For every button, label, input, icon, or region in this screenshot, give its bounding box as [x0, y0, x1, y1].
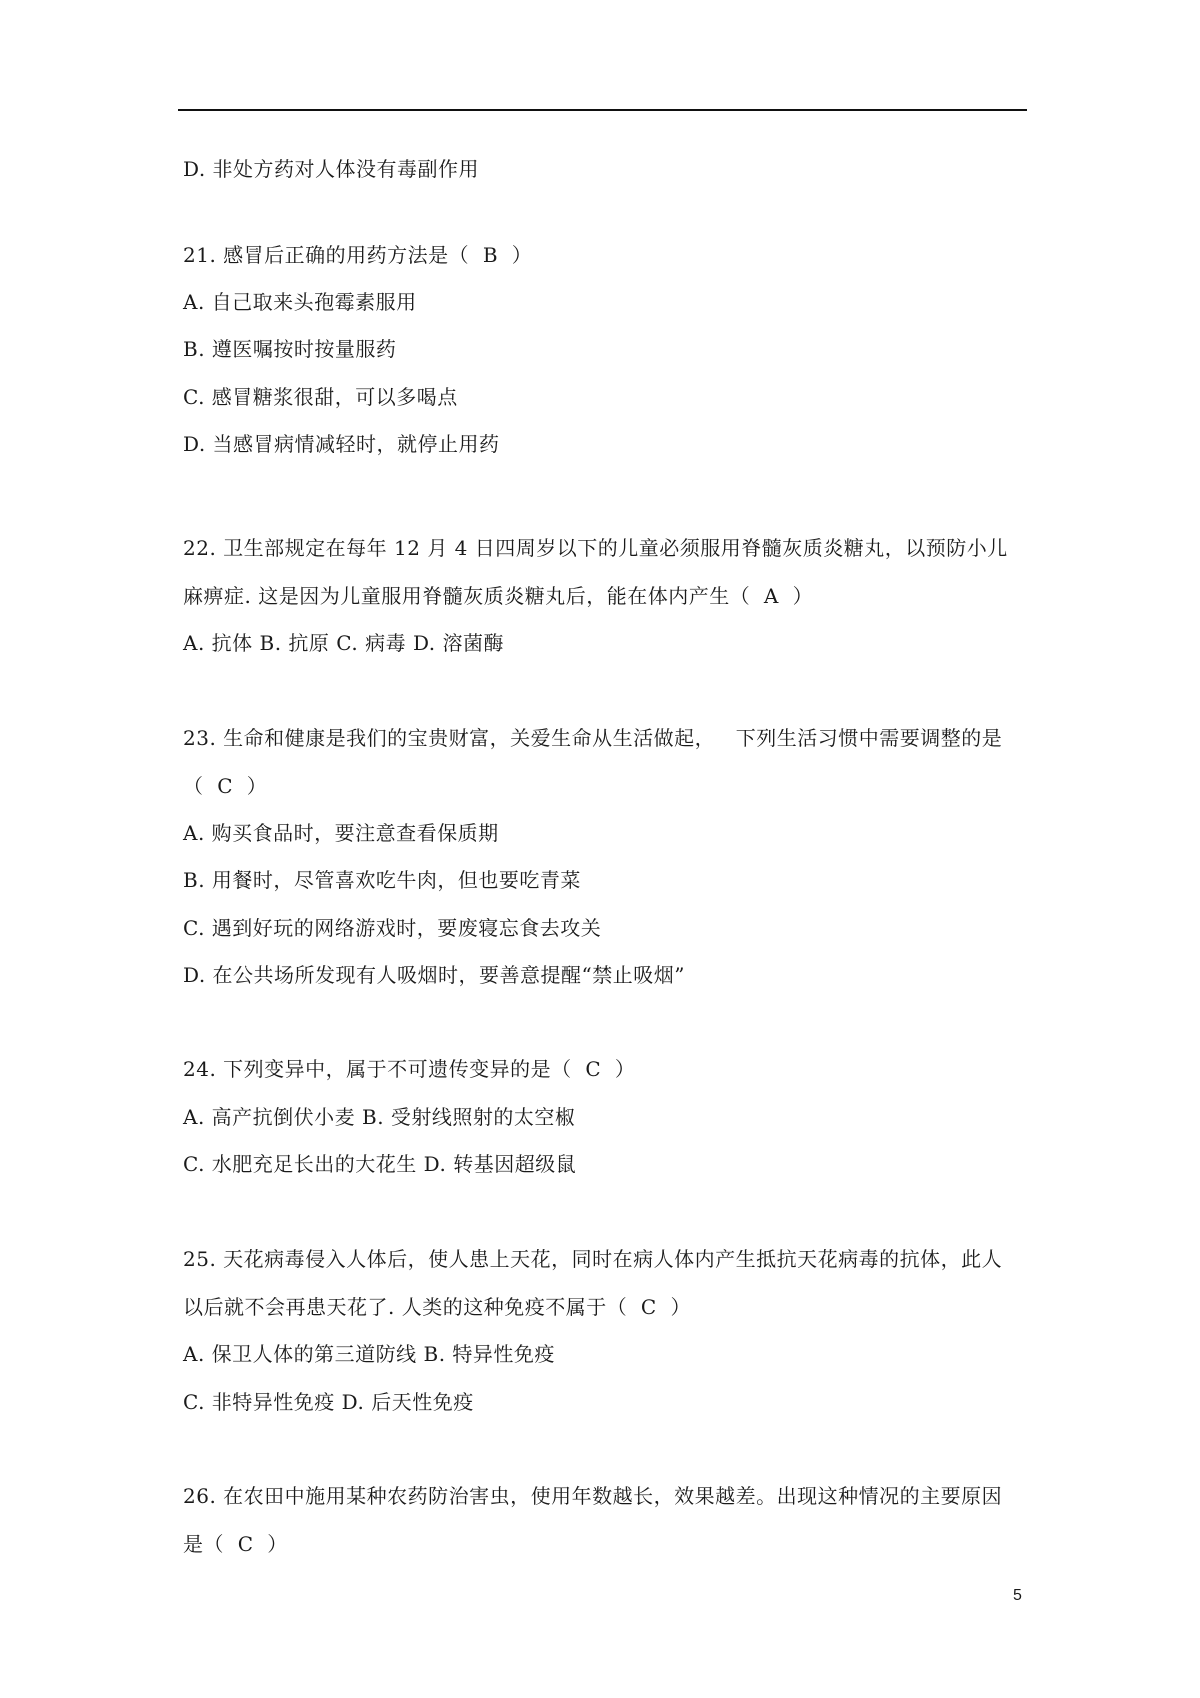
q20-option-d: D. 非处方药对人体没有毒副作用 — [183, 157, 480, 181]
q26-stem-line2: 是（ C ） — [183, 1532, 288, 1556]
q22-stem-line2: 麻痹症. 这是因为儿童服用脊髓灰质炎糖丸后，能在体内产生（ A ） — [183, 584, 814, 608]
q25-options-line2: C. 非特异性免疫 D. 后天性免疫 — [183, 1390, 474, 1414]
q22-stem-line1: 22. 卫生部规定在每年 12 月 4 日四周岁以下的儿童必须服用脊髓灰质炎糖丸，以预防小儿 — [183, 536, 1008, 560]
q23-option-b: B. 用餐时，尽管喜欢吃牛肉，但也要吃青菜 — [183, 868, 581, 892]
q23-stem-line2: （ C ） — [183, 774, 268, 798]
q23-option-a: A. 购买食品时，要注意查看保质期 — [183, 821, 499, 845]
q21-option-c: C. 感冒糖浆很甜，可以多喝点 — [183, 385, 458, 409]
q24-options-line2: C. 水肥充足长出的大花生 D. 转基因超级鼠 — [183, 1152, 577, 1176]
q24-options-line1: A. 高产抗倒伏小麦 B. 受射线照射的太空椒 — [183, 1105, 576, 1129]
q22-options: A. 抗体 B. 抗原 C. 病毒 D. 溶菌酶 — [183, 631, 504, 655]
q25-stem-line2: 以后就不会再患天花了. 人类的这种免疫不属于（ C ） — [183, 1295, 691, 1319]
header-rule — [178, 109, 1027, 111]
q21-stem: 21. 感冒后正确的用药方法是（ B ） — [183, 243, 533, 267]
q26-stem-line1: 26. 在农田中施用某种农药防治害虫，使用年数越长，效果越差。出现这种情况的主要原因 — [183, 1484, 1003, 1508]
page-number: 5 — [1013, 1587, 1022, 1604]
q21-option-b: B. 遵医嘱按时按量服药 — [183, 337, 397, 361]
q23-option-d: D. 在公共场所发现有人吸烟时，要善意提醒“禁止吸烟” — [183, 963, 685, 987]
q25-options-line1: A. 保卫人体的第三道防线 B. 特异性免疫 — [183, 1342, 555, 1366]
q23-stem-line1: 23. 生命和健康是我们的宝贵财富，关爱生命从生活做起， 下列生活习惯中需要调整的是 — [183, 726, 1003, 750]
q21-option-d: D. 当感冒病情减轻时，就停止用药 — [183, 432, 500, 456]
q25-stem-line1: 25. 天花病毒侵入人体后，使人患上天花，同时在病人体内产生抵抗天花病毒的抗体，此人 — [183, 1247, 1003, 1271]
q23-option-c: C. 遇到好玩的网络游戏时，要废寝忘食去攻关 — [183, 916, 602, 940]
q21-option-a: A. 自己取来头孢霉素服用 — [183, 290, 417, 314]
q24-stem: 24. 下列变异中，属于不可遗传变异的是（ C ） — [183, 1057, 636, 1081]
